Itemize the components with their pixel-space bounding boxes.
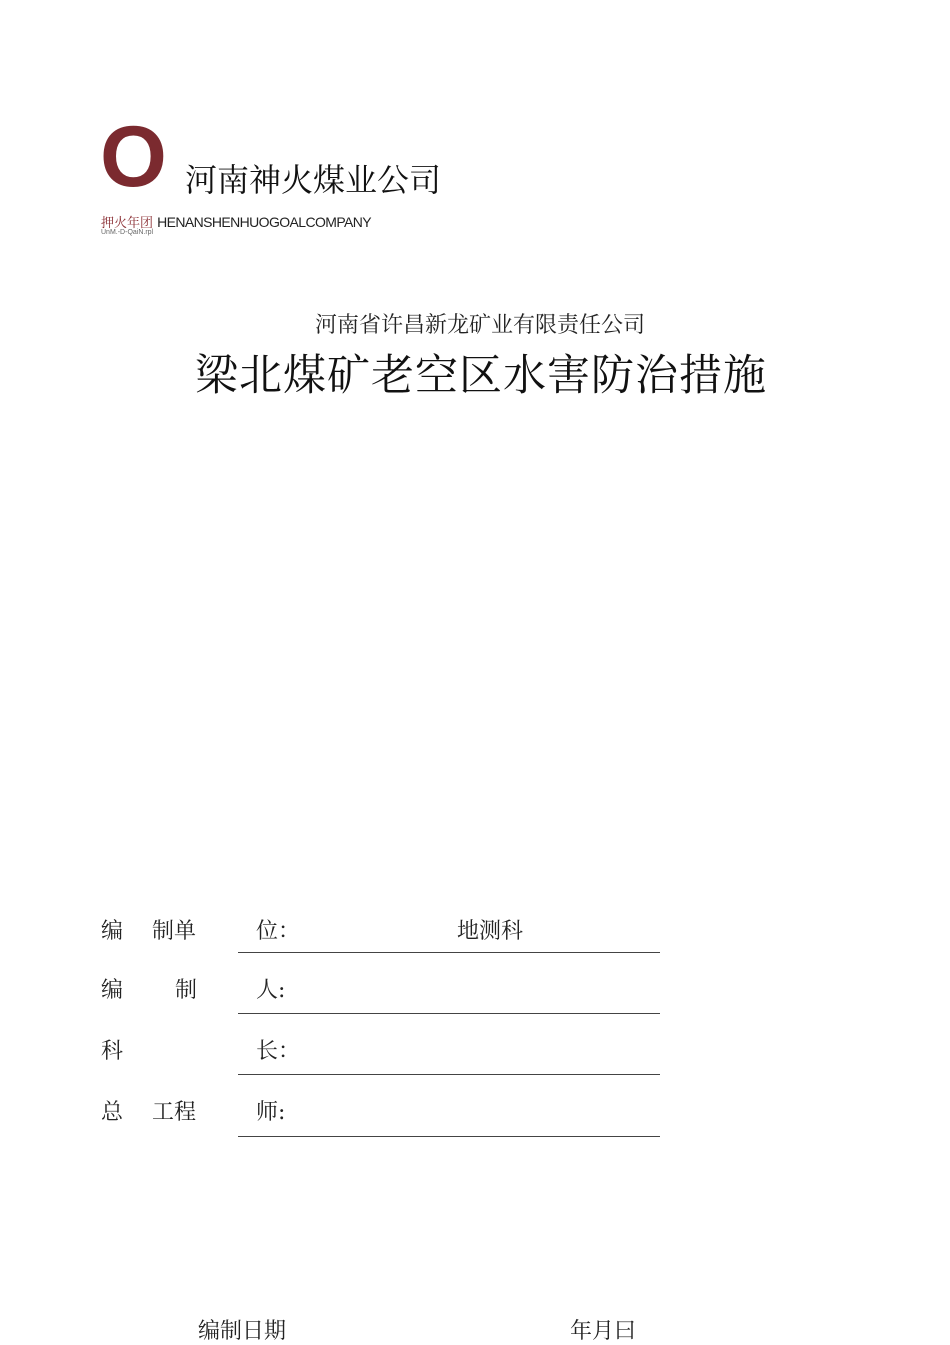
field-underline-chief	[238, 1074, 660, 1075]
field-value-unit[interactable]: 地测科	[457, 919, 524, 944]
field-label-unit-a: 编	[101, 919, 124, 944]
field-underline-unit	[238, 952, 660, 953]
field-label-author-a: 编	[101, 978, 124, 1003]
field-label-author-c: 人:	[256, 978, 286, 1003]
field-label-author-b: 制	[175, 978, 198, 1003]
field-underline-engineer	[238, 1136, 660, 1137]
organization-name: 河南省许昌新龙矿业有限责任公司	[314, 313, 645, 338]
company-name-en: HENANSHENHUOGOALCOMPANY	[157, 214, 372, 230]
group-name-cn: 押火年团	[101, 216, 154, 231]
field-label-unit-c: 位：	[256, 919, 301, 944]
document-title: 梁北煤矿老空区水害防治措施	[195, 351, 767, 401]
field-label-unit-b: 制单	[152, 919, 197, 944]
field-label-chief-c: 长：	[256, 1039, 301, 1064]
logo-tiny-text: UnM.-D-QaiN.rpl	[101, 229, 154, 236]
field-underline-author	[238, 1013, 660, 1014]
company-logo-mark: O	[100, 109, 167, 205]
field-label-engineer-b: 工程	[152, 1100, 197, 1125]
field-label-engineer-c: 师:	[256, 1100, 286, 1125]
field-label-chief-a: 科	[101, 1039, 124, 1064]
compile-date-label: 编制日期	[198, 1319, 287, 1344]
compile-date-value: 年月曰	[570, 1319, 637, 1344]
company-name-cn: 河南神火煤业公司	[185, 161, 442, 199]
field-label-engineer-a: 总	[101, 1100, 124, 1125]
